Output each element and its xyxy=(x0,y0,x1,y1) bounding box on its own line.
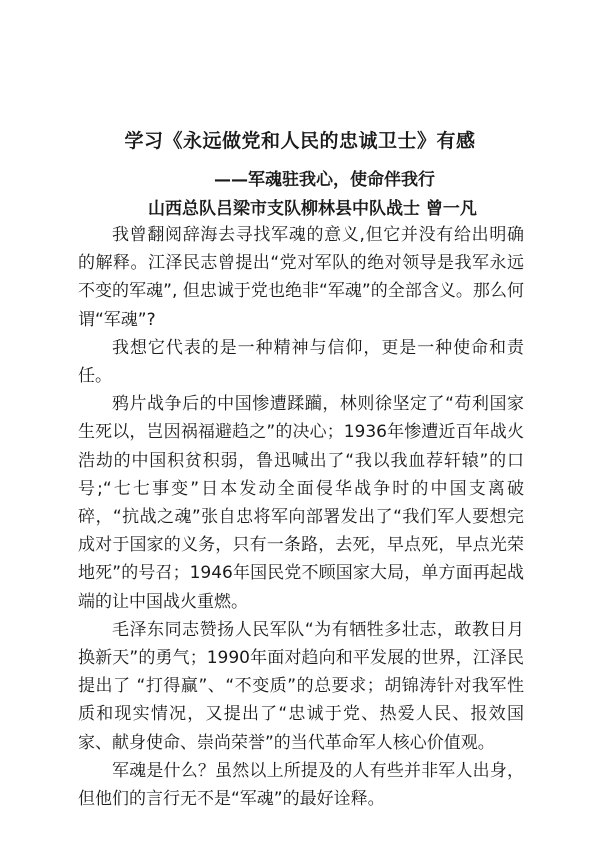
body-text xyxy=(78,221,524,813)
author-line: 山西总队吕梁市支队柳林县中队战士 曾一凡 xyxy=(148,199,477,219)
paragraph: 毛泽东同志赞扬人民军队“为有牺牲多壮志，敢教日月换新天”的勇气；1990年面对趋向和平发展的世界，江泽民提出了 “打得赢”、“不变质”的总要求；胡锦涛针对我军性质和现实情况，又提出了“忠诚于党、热爱人民、报效国家、献身使命、崇尚荣誉”的当代革命军人核心价值观。 xyxy=(78,619,524,753)
paragraph: 我曾翻阅辞海去寻找军魂的意义,但它并没有给出明确的解释。江泽民志曾提出“党对军队的绝对领导是我军永远不变的军魂”, 但忠诚于党也绝非“军魂”的全部含义。那么何谓“军魂”? xyxy=(78,225,524,330)
page-title: 学习《永远做党和人民的忠诚卫士》有感 xyxy=(124,130,476,152)
paragraph: 我想它代表的是一种精神与信仰，更是一种使命和责任。 xyxy=(78,337,524,387)
paragraph: 军魂是什么？虽然以上所提及的人有些并非军人出身，但他们的言行无不是“军魂”的最好诠释。 xyxy=(78,760,524,810)
page-subtitle: ——军魂驻我心，使命伴我行 xyxy=(214,170,435,190)
paragraph: 鸦片战争后的中国惨遭蹂躏，林则徐坚定了“苟利国家生死以，岂因祸福避趋之”的决心；1936年惨遭近百年战火浩劫的中国积贫积弱，鲁迅喊出了“我以我血荐轩辕”的口号;“七七事变”日本发动全面侵华战争时的中国支离破碎，“抗战之魂”张自忠将军向部署发出了“我们军人要想完成对于国家的义务，只有一条路，去死，早点死，早点光荣地死”的号召；1946年国民党不顾国家大局，单方面再起战端的让中国战火重燃。 xyxy=(78,394,524,612)
